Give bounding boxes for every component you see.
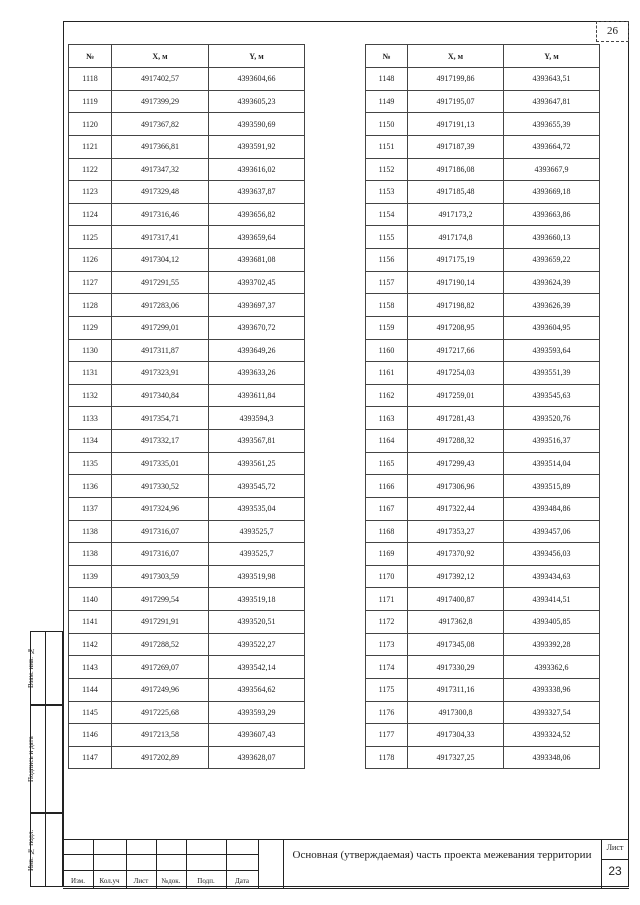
table-row xyxy=(69,497,305,520)
cell-y: 4393520,76 xyxy=(504,407,600,430)
cell-y: 4393669,18 xyxy=(504,181,600,204)
header-y: Y, м xyxy=(209,45,305,68)
cell-y: 4393655,39 xyxy=(504,113,600,136)
cell-x: 4917335,01 xyxy=(112,452,209,475)
cell-num: 1177 xyxy=(366,724,408,747)
cell-num: 1171 xyxy=(366,588,408,611)
table-row xyxy=(69,158,305,181)
cell-num: 1133 xyxy=(69,407,112,430)
cell-y: 4393593,29 xyxy=(209,701,305,724)
cell-x: 4917217,66 xyxy=(408,339,504,362)
cell-num: 1139 xyxy=(69,565,112,588)
cell-num: 1120 xyxy=(69,113,112,136)
table-row xyxy=(366,249,600,272)
table-row xyxy=(69,724,305,747)
cell-num: 1125 xyxy=(69,226,112,249)
table-row xyxy=(69,656,305,679)
table-row xyxy=(366,633,600,656)
cell-num: 1122 xyxy=(69,158,112,181)
header-x: X, м xyxy=(408,45,504,68)
cell-num: 1129 xyxy=(69,316,112,339)
cell-num: 1146 xyxy=(69,724,112,747)
cell-num: 1126 xyxy=(69,249,112,272)
cell-x: 4917225,68 xyxy=(112,701,209,724)
cell-num: 1160 xyxy=(366,339,408,362)
cell-num: 1159 xyxy=(366,316,408,339)
table-row xyxy=(366,520,600,543)
side-label-vzam: Взам. инв. № xyxy=(27,647,35,689)
cell-y: 4393545,72 xyxy=(209,475,305,498)
cell-y: 4393348,06 xyxy=(504,746,600,769)
table-row xyxy=(69,611,305,634)
coordinates-table-right xyxy=(365,44,600,769)
table-row xyxy=(69,249,305,272)
cell-num: 1154 xyxy=(366,203,408,226)
cell-num: 1138 xyxy=(69,520,112,543)
cell-num: 1136 xyxy=(69,475,112,498)
coordinates-table-left xyxy=(68,44,305,769)
cell-y: 4393522,27 xyxy=(209,633,305,656)
cell-num: 1172 xyxy=(366,611,408,634)
cell-num: 1141 xyxy=(69,611,112,634)
table-row xyxy=(69,203,305,226)
cell-y: 4393405,85 xyxy=(504,611,600,634)
table-row xyxy=(69,316,305,339)
title-block xyxy=(63,839,629,887)
cell-num: 1157 xyxy=(366,271,408,294)
cell-y: 4393659,64 xyxy=(209,226,305,249)
cell-num: 1173 xyxy=(366,633,408,656)
cell-y: 4393551,39 xyxy=(504,362,600,385)
cell-x: 4917291,55 xyxy=(112,271,209,294)
cell-y: 4393362,6 xyxy=(504,656,600,679)
cell-x: 4917190,14 xyxy=(408,271,504,294)
cell-y: 4393564,62 xyxy=(209,678,305,701)
cell-y: 4393456,03 xyxy=(504,543,600,566)
cell-x: 4917288,32 xyxy=(408,430,504,453)
table-row xyxy=(366,158,600,181)
cell-y: 4393414,51 xyxy=(504,588,600,611)
cell-y: 4393607,43 xyxy=(209,724,305,747)
cell-x: 4917299,43 xyxy=(408,452,504,475)
table-row xyxy=(69,746,305,769)
cell-x: 4917353,27 xyxy=(408,520,504,543)
table-row xyxy=(366,135,600,158)
table-row xyxy=(69,181,305,204)
cell-x: 4917249,96 xyxy=(112,678,209,701)
cell-num: 1153 xyxy=(366,181,408,204)
header-x: X, м xyxy=(112,45,209,68)
table-row xyxy=(366,701,600,724)
cell-x: 4917345,08 xyxy=(408,633,504,656)
cell-x: 4917327,25 xyxy=(408,746,504,769)
cell-x: 4917323,91 xyxy=(112,362,209,385)
cell-y: 4393663,86 xyxy=(504,203,600,226)
cell-num: 1165 xyxy=(366,452,408,475)
header-num: № xyxy=(69,45,112,68)
cell-x: 4917329,48 xyxy=(112,181,209,204)
table-row xyxy=(366,746,600,769)
cell-y: 4393519,98 xyxy=(209,565,305,588)
document-title: Основная (утверждаемая) часть проекта межевания территории xyxy=(292,849,592,861)
table-row xyxy=(366,543,600,566)
table-row xyxy=(366,181,600,204)
table-row xyxy=(366,452,600,475)
cell-x: 4917254,03 xyxy=(408,362,504,385)
cell-num: 1127 xyxy=(69,271,112,294)
cell-num: 1123 xyxy=(69,181,112,204)
table-header-row xyxy=(69,45,305,68)
table-row xyxy=(366,226,600,249)
cell-y: 4393590,69 xyxy=(209,113,305,136)
cell-y: 4393545,63 xyxy=(504,384,600,407)
cell-y: 4393670,72 xyxy=(209,316,305,339)
cell-x: 4917399,29 xyxy=(112,90,209,113)
cell-num: 1155 xyxy=(366,226,408,249)
cell-y: 4393593,64 xyxy=(504,339,600,362)
cell-y: 4393643,51 xyxy=(504,68,600,91)
cell-x: 4917311,87 xyxy=(112,339,209,362)
table-row xyxy=(69,226,305,249)
table-row xyxy=(69,68,305,91)
cell-num: 1145 xyxy=(69,701,112,724)
cell-x: 4917304,12 xyxy=(112,249,209,272)
table-row xyxy=(366,90,600,113)
cell-y: 4393567,81 xyxy=(209,430,305,453)
cell-x: 4917316,46 xyxy=(112,203,209,226)
cell-y: 4393681,08 xyxy=(209,249,305,272)
cell-num: 1163 xyxy=(366,407,408,430)
cell-y: 4393520,51 xyxy=(209,611,305,634)
cell-num: 1143 xyxy=(69,656,112,679)
cell-y: 4393525,7 xyxy=(209,520,305,543)
table-row xyxy=(366,611,600,634)
cell-num: 1142 xyxy=(69,633,112,656)
cell-y: 4393604,95 xyxy=(504,316,600,339)
table-row xyxy=(69,135,305,158)
table-row xyxy=(69,384,305,407)
cell-x: 4917208,95 xyxy=(408,316,504,339)
table-row xyxy=(366,316,600,339)
cell-y: 4393591,92 xyxy=(209,135,305,158)
table-row xyxy=(69,407,305,430)
table-row xyxy=(366,68,600,91)
cell-y: 4393542,14 xyxy=(209,656,305,679)
sheet-label: Лист xyxy=(606,843,624,852)
cell-x: 4917186,08 xyxy=(408,158,504,181)
cell-y: 4393327,54 xyxy=(504,701,600,724)
cell-x: 4917347,32 xyxy=(112,158,209,181)
table-row xyxy=(69,294,305,317)
cell-x: 4917191,13 xyxy=(408,113,504,136)
cell-num: 1175 xyxy=(366,678,408,701)
cell-x: 4917291,91 xyxy=(112,611,209,634)
cell-y: 4393604,66 xyxy=(209,68,305,91)
cell-num: 1135 xyxy=(69,452,112,475)
cell-y: 4393561,25 xyxy=(209,452,305,475)
cell-num: 1138 xyxy=(69,543,112,566)
table-row xyxy=(366,384,600,407)
table-row xyxy=(69,113,305,136)
table-row xyxy=(366,294,600,317)
cell-y: 4393605,23 xyxy=(209,90,305,113)
cell-num: 1128 xyxy=(69,294,112,317)
stamp-col-list: Лист xyxy=(133,877,149,885)
cell-y: 4393516,37 xyxy=(504,430,600,453)
side-label-inv: Инв. № подл. xyxy=(27,829,35,871)
table-row xyxy=(69,633,305,656)
table-row xyxy=(69,565,305,588)
cell-x: 4917316,07 xyxy=(112,543,209,566)
cell-x: 4917299,54 xyxy=(112,588,209,611)
cell-x: 4917402,57 xyxy=(112,68,209,91)
cell-x: 4917281,43 xyxy=(408,407,504,430)
cell-num: 1132 xyxy=(69,384,112,407)
cell-y: 4393525,7 xyxy=(209,543,305,566)
table-row xyxy=(366,407,600,430)
cell-y: 4393697,37 xyxy=(209,294,305,317)
table-row xyxy=(69,271,305,294)
stamp-col-kolich: Кол.уч xyxy=(99,877,120,885)
cell-x: 4917175,19 xyxy=(408,249,504,272)
table-row xyxy=(69,430,305,453)
table-row xyxy=(366,678,600,701)
cell-num: 1130 xyxy=(69,339,112,362)
cell-x: 4917174,8 xyxy=(408,226,504,249)
cell-x: 4917324,96 xyxy=(112,497,209,520)
cell-x: 4917173,2 xyxy=(408,203,504,226)
table-row xyxy=(69,588,305,611)
cell-x: 4917317,41 xyxy=(112,226,209,249)
cell-num: 1137 xyxy=(69,497,112,520)
table-row xyxy=(69,678,305,701)
cell-x: 4917366,81 xyxy=(112,135,209,158)
cell-x: 4917288,52 xyxy=(112,633,209,656)
cell-y: 4393628,07 xyxy=(209,746,305,769)
cell-x: 4917392,12 xyxy=(408,565,504,588)
cell-x: 4917354,71 xyxy=(112,407,209,430)
cell-num: 1174 xyxy=(366,656,408,679)
cell-x: 4917300,8 xyxy=(408,701,504,724)
cell-num: 1158 xyxy=(366,294,408,317)
cell-y: 4393637,87 xyxy=(209,181,305,204)
table-row xyxy=(69,520,305,543)
cell-x: 4917213,58 xyxy=(112,724,209,747)
cell-x: 4917202,89 xyxy=(112,746,209,769)
table-row xyxy=(69,701,305,724)
stamp-col-podp: Подп. xyxy=(197,877,215,885)
cell-y: 4393392,28 xyxy=(504,633,600,656)
cell-num: 1164 xyxy=(366,430,408,453)
table-row xyxy=(366,565,600,588)
cell-x: 4917311,16 xyxy=(408,678,504,701)
table-header-row xyxy=(366,45,600,68)
cell-y: 4393649,26 xyxy=(209,339,305,362)
cell-y: 4393633,26 xyxy=(209,362,305,385)
cell-num: 1134 xyxy=(69,430,112,453)
cell-y: 4393647,81 xyxy=(504,90,600,113)
cell-y: 4393338,96 xyxy=(504,678,600,701)
cell-num: 1140 xyxy=(69,588,112,611)
cell-x: 4917400,87 xyxy=(408,588,504,611)
table-row xyxy=(69,339,305,362)
cell-num: 1169 xyxy=(366,543,408,566)
stamp-col-ndok: №док. xyxy=(161,877,181,885)
cell-x: 4917306,96 xyxy=(408,475,504,498)
cell-x: 4917316,07 xyxy=(112,520,209,543)
stamp-col-data: Дата xyxy=(235,877,249,885)
cell-y: 4393626,39 xyxy=(504,294,600,317)
cell-y: 4393324,52 xyxy=(504,724,600,747)
page-number: 26 xyxy=(596,21,629,42)
table-row xyxy=(69,452,305,475)
table-row xyxy=(366,113,600,136)
cell-x: 4917330,52 xyxy=(112,475,209,498)
cell-num: 1118 xyxy=(69,68,112,91)
cell-num: 1152 xyxy=(366,158,408,181)
cell-x: 4917304,33 xyxy=(408,724,504,747)
stamp-col-izm: Изм. xyxy=(71,877,85,885)
cell-x: 4917185,48 xyxy=(408,181,504,204)
cell-num: 1150 xyxy=(366,113,408,136)
cell-x: 4917195,07 xyxy=(408,90,504,113)
cell-num: 1131 xyxy=(69,362,112,385)
cell-y: 4393624,39 xyxy=(504,271,600,294)
cell-num: 1167 xyxy=(366,497,408,520)
cell-x: 4917370,92 xyxy=(408,543,504,566)
cell-num: 1162 xyxy=(366,384,408,407)
table-row xyxy=(366,475,600,498)
cell-num: 1151 xyxy=(366,135,408,158)
table-row xyxy=(366,271,600,294)
cell-x: 4917322,44 xyxy=(408,497,504,520)
cell-y: 4393659,22 xyxy=(504,249,600,272)
cell-num: 1148 xyxy=(366,68,408,91)
table-row xyxy=(366,362,600,385)
cell-y: 4393616,02 xyxy=(209,158,305,181)
table-row xyxy=(69,90,305,113)
table-row xyxy=(69,475,305,498)
cell-num: 1170 xyxy=(366,565,408,588)
cell-y: 4393656,82 xyxy=(209,203,305,226)
cell-x: 4917283,06 xyxy=(112,294,209,317)
cell-y: 4393515,89 xyxy=(504,475,600,498)
cell-x: 4917187,39 xyxy=(408,135,504,158)
table-row xyxy=(366,339,600,362)
cell-y: 4393514,04 xyxy=(504,452,600,475)
table-row xyxy=(366,656,600,679)
cell-y: 4393519,18 xyxy=(209,588,305,611)
cell-y: 4393434,63 xyxy=(504,565,600,588)
header-num: № xyxy=(366,45,408,68)
cell-x: 4917259,01 xyxy=(408,384,504,407)
cell-num: 1121 xyxy=(69,135,112,158)
cell-x: 4917330,29 xyxy=(408,656,504,679)
cell-num: 1178 xyxy=(366,746,408,769)
cell-y: 4393484,86 xyxy=(504,497,600,520)
cell-num: 1166 xyxy=(366,475,408,498)
table-row xyxy=(366,724,600,747)
table-row xyxy=(366,588,600,611)
cell-num: 1168 xyxy=(366,520,408,543)
table-row xyxy=(366,497,600,520)
cell-y: 4393667,9 xyxy=(504,158,600,181)
cell-x: 4917367,82 xyxy=(112,113,209,136)
cell-x: 4917340,84 xyxy=(112,384,209,407)
cell-num: 1149 xyxy=(366,90,408,113)
cell-x: 4917332,17 xyxy=(112,430,209,453)
sheet-number: 23 xyxy=(608,864,622,878)
cell-x: 4917303,59 xyxy=(112,565,209,588)
cell-y: 4393611,84 xyxy=(209,384,305,407)
cell-y: 4393594,3 xyxy=(209,407,305,430)
cell-num: 1144 xyxy=(69,678,112,701)
cell-x: 4917299,01 xyxy=(112,316,209,339)
cell-y: 4393664,72 xyxy=(504,135,600,158)
cell-x: 4917269,07 xyxy=(112,656,209,679)
cell-x: 4917199,86 xyxy=(408,68,504,91)
cell-num: 1124 xyxy=(69,203,112,226)
cell-y: 4393702,45 xyxy=(209,271,305,294)
cell-y: 4393535,04 xyxy=(209,497,305,520)
table-row xyxy=(366,430,600,453)
cell-num: 1176 xyxy=(366,701,408,724)
cell-x: 4917198,82 xyxy=(408,294,504,317)
side-label-podpis: Подпись и дата xyxy=(27,736,35,782)
cell-y: 4393660,13 xyxy=(504,226,600,249)
cell-num: 1119 xyxy=(69,90,112,113)
cell-y: 4393457,06 xyxy=(504,520,600,543)
cell-num: 1161 xyxy=(366,362,408,385)
table-row xyxy=(366,203,600,226)
cell-num: 1156 xyxy=(366,249,408,272)
cell-x: 4917362,8 xyxy=(408,611,504,634)
table-row xyxy=(69,362,305,385)
table-row xyxy=(69,543,305,566)
header-y: Y, м xyxy=(504,45,600,68)
cell-num: 1147 xyxy=(69,746,112,769)
